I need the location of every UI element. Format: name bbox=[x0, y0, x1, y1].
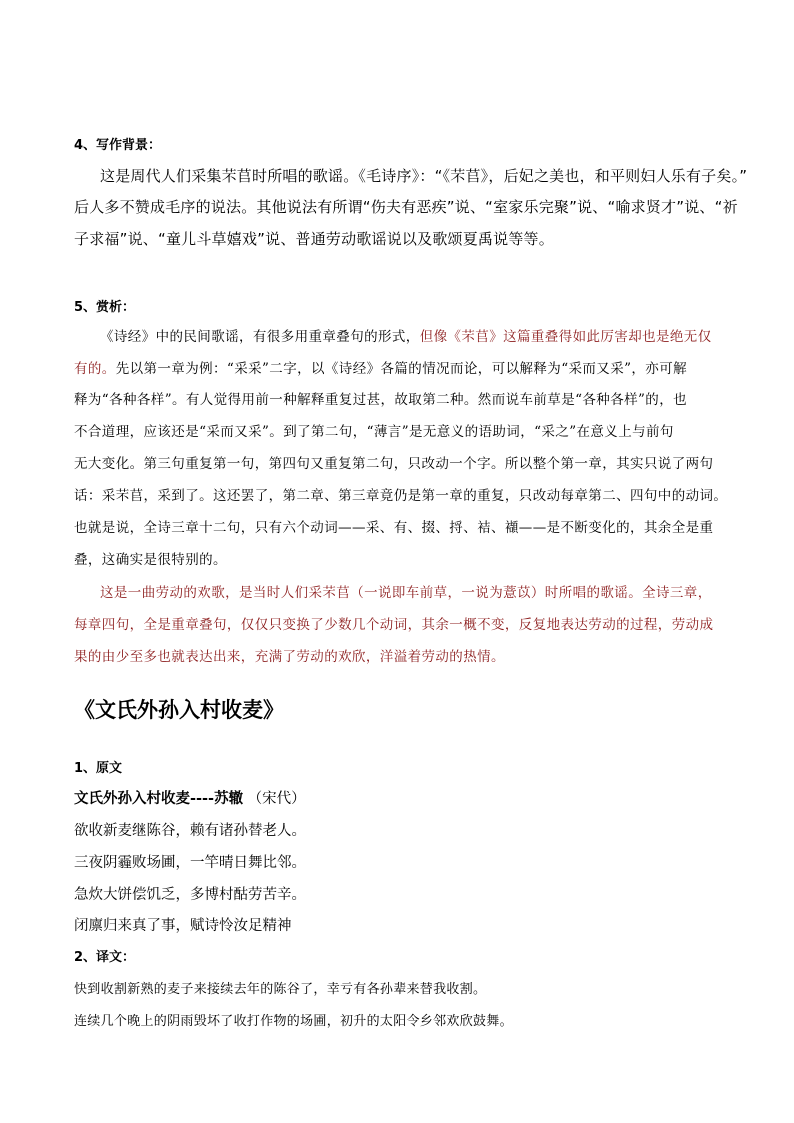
section5-para2-line-3: 果的由少至多也就表达出来，充满了劳动的欢欣，洋溢着劳动的热情。 bbox=[74, 649, 505, 665]
section5-para1-line-5: 无大变化。第三句重复第一句，第四句又重复第二句，只改动一个字。所以整个第一章，其实只说了两句 bbox=[74, 456, 714, 472]
section5-para1-line-4: 不合道理，应该还是“采而又采”。到了第二句，“薄言”是无意义的语助词，“采之”在意义上与前句 bbox=[74, 424, 674, 440]
original-heading: 1、原文 bbox=[74, 761, 123, 776]
section5-para2-line-1: 这是一曲劳动的欢歌，是当时人们采芣苢（一说即车前草，一说为薏苡）时所唱的歌谣。全诗三章， bbox=[100, 585, 712, 601]
poem-title: 《文氏外孙入村收麦》 bbox=[74, 698, 284, 722]
section4-line-1: 这是周代人们采集芣苢时所唱的歌谣。《毛诗序》：“《芣苢》，后妃之美也，和平则妇人乐有子矣。” bbox=[100, 167, 748, 185]
section5-para1-line-6: 话：采芣苢，采到了。这还罢了，第二章、第三章竟仍是第一章的重复，只改动每章第二、四句中的动词。 bbox=[74, 488, 728, 504]
poem-title-author: 文氏外孙入村收麦----苏辙 bbox=[74, 791, 244, 807]
section4-heading: 4、写作背景： bbox=[74, 138, 162, 153]
translation-line-2: 连续几个晚上的阴雨毁坏了收打作物的场圃，初升的太阳令乡邻欢欣鼓舞。 bbox=[74, 1014, 513, 1029]
translation-heading: 2、译文： bbox=[74, 950, 136, 965]
section4-line-2: 后人多不赞成毛序的说法。其他说法有所谓“伤夫有恶疾”说、“室家乐完聚”说、“喻求贤才”说、“祈 bbox=[74, 198, 738, 216]
section4-line-3: 子求福”说、“童儿斗草嬉戏”说、普通劳动歌谣说以及歌颂夏禹说等等。 bbox=[74, 230, 554, 248]
section5-para1-line-8: 叠，这确实是很特别的。 bbox=[74, 552, 227, 568]
para1-text-segment-red: 但像《芣苢》这篇重叠得如此厉害却也是绝无仅 bbox=[419, 329, 712, 345]
poem-line-4: 闭廪归来真了事，赋诗怜汝足精神 bbox=[74, 918, 292, 934]
poem-line-3: 急炊大饼偿饥乏，多博村酤劳苦辛。 bbox=[74, 887, 306, 903]
section5-heading: 5、赏析： bbox=[74, 300, 136, 315]
translation-line-1: 快到收割新熟的麦子来接续去年的陈谷了，幸亏有各孙辈来替我收割。 bbox=[74, 982, 487, 997]
poem-line-2: 三夜阴霾败场圃，一竿晴日舞比邻。 bbox=[74, 855, 306, 871]
section5-para1-line-1 bbox=[100, 325, 712, 345]
para1-text-segment: 《诗经》中的民间歌谣，有很多用重章叠句的形式， bbox=[100, 329, 420, 345]
section5-para1-line-2 bbox=[74, 357, 687, 377]
poem-author-line bbox=[74, 787, 306, 808]
para1-text-segment: 先以第一章为例：“采采”二字，以《诗经》各篇的情况而论，可以解释为“采而又采”，亦可解 bbox=[115, 361, 688, 377]
section5-para2-line-2: 每章四句，全是重章叠句，仅仅只变换了少数几个动词，其余一概不变，反复地表达劳动的过程，劳动成 bbox=[74, 617, 714, 633]
para1-text-segment-red: 有的。 bbox=[74, 361, 116, 377]
section5-para1-line-7: 也就是说，全诗三章十二句，只有六个动词——采、有、掇、捋、袺、襭——是不断变化的，其余全是重 bbox=[74, 520, 714, 536]
poem-line-1: 欲收新麦继陈谷，赖有诸孙替老人。 bbox=[74, 823, 306, 839]
section5-para1-line-3: 释为“各种各样”。有人觉得用前一种解释重复过甚，故取第二种。然而说车前草是“各种各样”的，也 bbox=[74, 392, 688, 408]
poem-era: （宋代） bbox=[243, 791, 306, 807]
